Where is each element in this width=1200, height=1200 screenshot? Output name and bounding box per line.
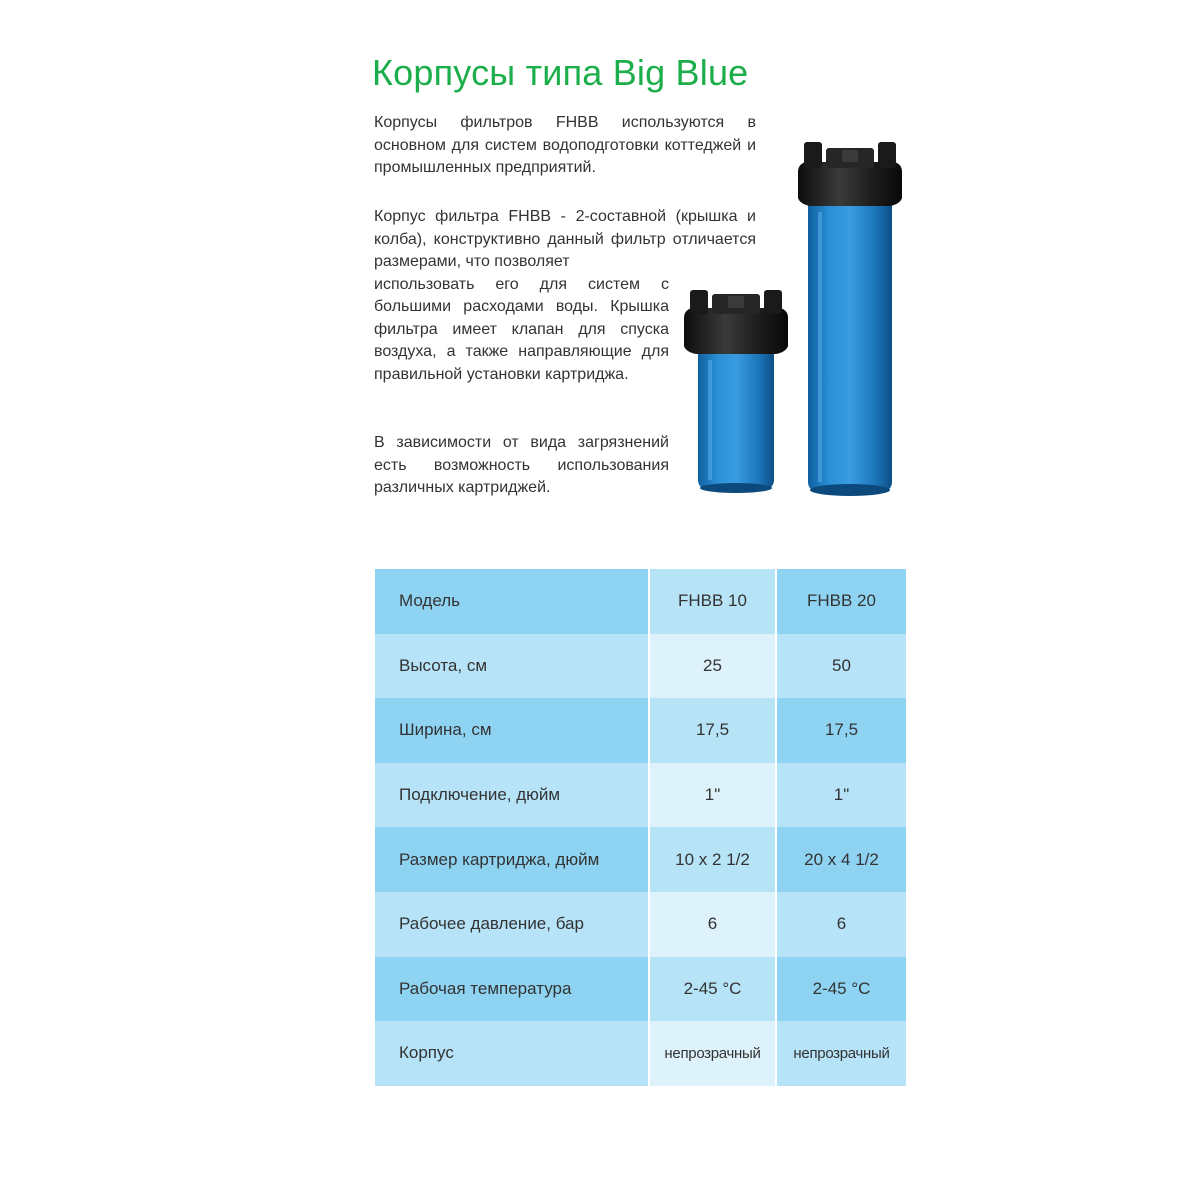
table-header-fhbb10: FHBB 10 [649, 569, 776, 634]
table-header-label: Модель [375, 569, 649, 634]
table-row [375, 763, 906, 828]
row-value-fhbb20: 17,5 [776, 698, 906, 763]
description-paragraph-2-part-b: использовать его для систем с большими расходами воды. Крышка фильтра имеет клапан для спуска воздуха, а также направляющие для правильной установки картриджа. [374, 275, 669, 383]
row-label-cartridge-size: Размер картриджа, дюйм [375, 827, 649, 892]
row-label-temperature: Рабочая температура [375, 957, 649, 1022]
row-value-fhbb20: непрозрачный [776, 1021, 906, 1086]
row-label-height: Высота, см [375, 634, 649, 699]
row-label-pressure: Рабочее давление, бар [375, 892, 649, 957]
row-value-fhbb10: 1" [649, 763, 776, 828]
row-value-fhbb10: 25 [649, 634, 776, 699]
row-label-width: Ширина, см [375, 698, 649, 763]
big-blue-10-filter-housing-image [680, 288, 792, 493]
table-row [375, 892, 906, 957]
table-row [375, 698, 906, 763]
specifications-table [375, 569, 906, 1086]
description-paragraph-2-part-a: Корпус фильтра FHBB - 2-составной (крышка и колба), конструктивно данный фильтр отличается размерами, что позволяет [374, 208, 756, 270]
row-label-housing: Корпус [375, 1021, 649, 1086]
row-value-fhbb10: непрозрачный [649, 1021, 776, 1086]
description-paragraph-3: В зависимости от вида загрязнений есть возможность использования различных картриджей. [374, 434, 669, 496]
description-paragraph-1: Корпусы фильтров FHBB используются в основном для систем водоподготовки коттеджей и промышленных предприятий. [374, 114, 756, 176]
table-header-row [375, 569, 906, 634]
table-row [375, 634, 906, 699]
big-blue-20-filter-housing-image [790, 142, 910, 497]
row-value-fhbb20: 6 [776, 892, 906, 957]
row-value-fhbb20: 20 x 4 1/2 [776, 827, 906, 892]
row-value-fhbb20: 1" [776, 763, 906, 828]
row-label-connection: Подключение, дюйм [375, 763, 649, 828]
table-row [375, 1021, 906, 1086]
page-title: Корпусы типа Big Blue [372, 52, 749, 93]
row-value-fhbb10: 2-45 °C [649, 957, 776, 1022]
table-row [375, 957, 906, 1022]
row-value-fhbb20: 2-45 °C [776, 957, 906, 1022]
table-row [375, 827, 906, 892]
row-value-fhbb20: 50 [776, 634, 906, 699]
row-value-fhbb10: 17,5 [649, 698, 776, 763]
table-header-fhbb20: FHBB 20 [776, 569, 906, 634]
row-value-fhbb10: 10 x 2 1/2 [649, 827, 776, 892]
row-value-fhbb10: 6 [649, 892, 776, 957]
